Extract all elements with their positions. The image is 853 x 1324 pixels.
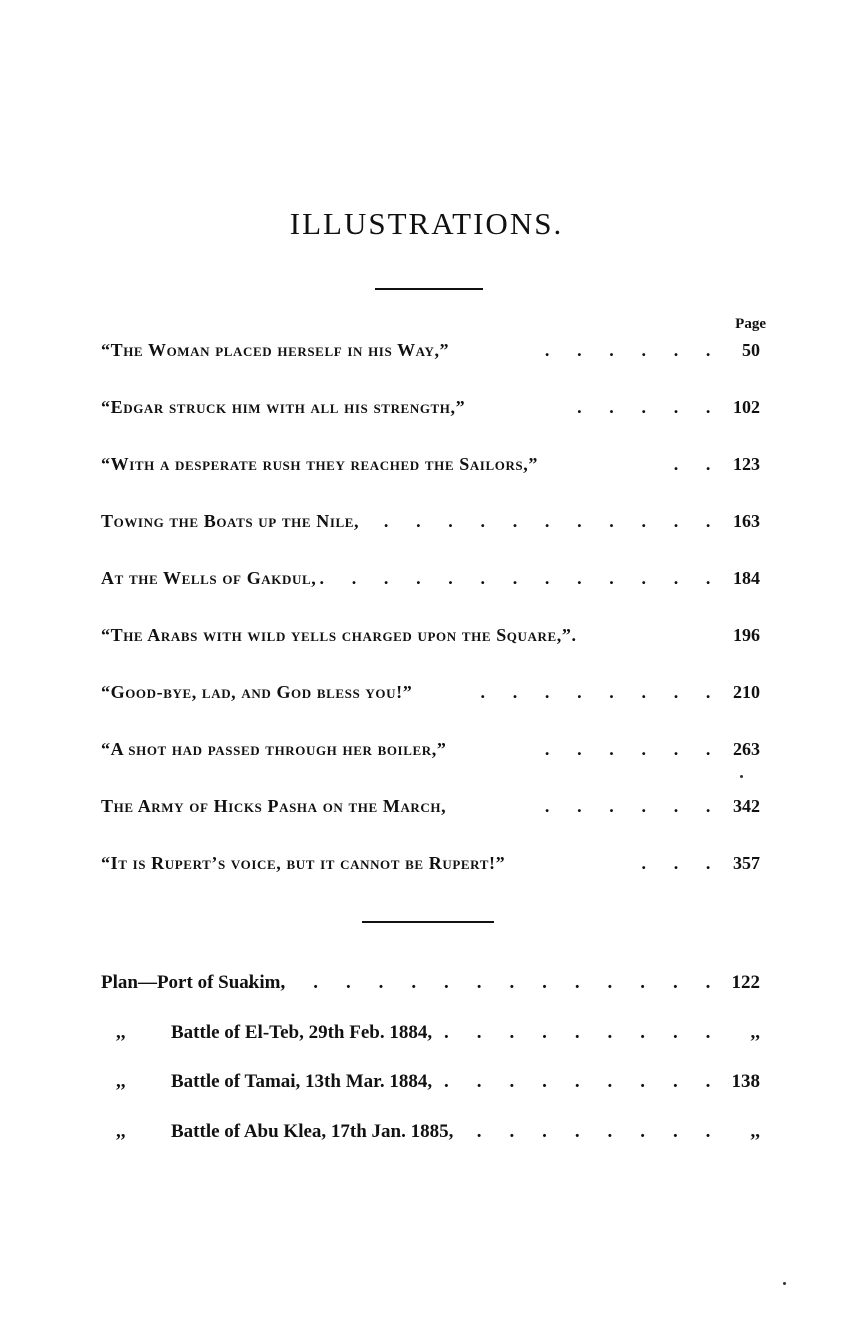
leader-dots: . . . . . . . . <box>476 1121 722 1142</box>
section-rule <box>362 921 494 923</box>
plan-page-number: 122 <box>731 972 760 993</box>
illustration-page-number: 342 <box>733 796 760 816</box>
ditto-mark: ,, <box>116 1071 126 1092</box>
illustration-entry <box>101 397 760 423</box>
illustration-page-number: 210 <box>733 682 760 702</box>
plan-entry <box>101 1022 760 1050</box>
illustration-page-number: 50 <box>742 340 760 360</box>
title-rule <box>375 288 483 290</box>
illustration-caption: “It is Rupert’s voice, but it cannot be Rupert!” <box>101 853 506 873</box>
illustration-entry <box>101 796 760 822</box>
page-column-heading: Page <box>735 316 766 332</box>
illustration-page-number: 263 <box>733 739 760 759</box>
plan-lead: Plan—Port of Suakim, <box>101 972 286 993</box>
leader-dots: . . . . . . <box>544 796 722 816</box>
illustration-caption: “The Arabs with wild yells charged upon the Square,”. <box>101 625 577 645</box>
illustration-page-number: 196 <box>733 625 760 645</box>
illustration-caption: “With a desperate rush they reached the Sailors,” <box>101 454 538 474</box>
illustration-caption: “Good-bye, lad, and God bless you!” <box>101 682 413 702</box>
leader-dots: . . . . . . . . . . . . . <box>319 568 722 588</box>
illustration-entry <box>101 454 760 480</box>
illustration-page-number: 123 <box>733 454 760 474</box>
illustration-entry <box>101 625 760 651</box>
illustration-page-number: 163 <box>733 511 760 531</box>
plan-page-number: ,, <box>750 1022 760 1043</box>
illustration-caption: “The Woman placed herself in his Way,” <box>101 340 450 360</box>
illustration-page-number: 357 <box>733 853 760 873</box>
illustration-entry <box>101 568 760 594</box>
illustration-entry <box>101 340 760 366</box>
illustration-caption: Towing the Boats up the Nile, <box>101 511 360 531</box>
leader-dots: . . . . . . . . . . . <box>383 511 722 531</box>
illustration-entry <box>101 853 760 879</box>
illustration-entry <box>101 511 760 537</box>
illustration-caption: “Edgar struck him with all his strength,” <box>101 397 466 417</box>
plan-entry <box>101 1071 760 1099</box>
illustration-page-number: 102 <box>733 397 760 417</box>
illustration-caption: “A shot had passed through her boiler,” <box>101 739 447 759</box>
plan-label: Battle of Abu Klea, 17th Jan. 1885, <box>171 1121 454 1142</box>
leader-dots: . . . . . . . . . <box>444 1022 722 1043</box>
illustration-caption: At the Wells of Gakdul, <box>101 568 317 588</box>
page-title: ILLUSTRATIONS. <box>289 206 564 241</box>
leader-dots: . . . . . . <box>544 340 722 360</box>
leader-dots: . . . . . . <box>544 739 722 759</box>
leader-dots: . . . . . <box>577 397 722 417</box>
plan-page-number: ,, <box>750 1121 760 1142</box>
plan-label: Battle of Tamai, 13th Mar. 1884, <box>171 1071 433 1092</box>
plan-label: Battle of El-Teb, 29th Feb. 1884, <box>171 1022 433 1043</box>
illustration-entry <box>101 682 760 708</box>
plan-entry <box>101 972 760 1000</box>
leader-dots: . . . . . . . . <box>480 682 722 702</box>
illustration-entry <box>101 739 760 765</box>
ditto-mark: ,, <box>116 1022 126 1043</box>
leader-dots: . . . . . . . . . <box>444 1071 722 1092</box>
print-speck <box>740 775 743 778</box>
print-speck <box>783 1282 786 1285</box>
plan-page-number: 138 <box>731 1071 760 1092</box>
plan-entry <box>101 1121 760 1149</box>
leader-dots: . . . . . . . . . . . . . . . <box>247 972 722 993</box>
leader-dots: . . . <box>641 853 722 873</box>
illustration-page-number: 184 <box>733 568 760 588</box>
illustration-caption: The Army of Hicks Pasha on the March, <box>101 796 447 816</box>
ditto-mark: ,, <box>116 1121 126 1142</box>
leader-dots: . . <box>673 454 722 474</box>
